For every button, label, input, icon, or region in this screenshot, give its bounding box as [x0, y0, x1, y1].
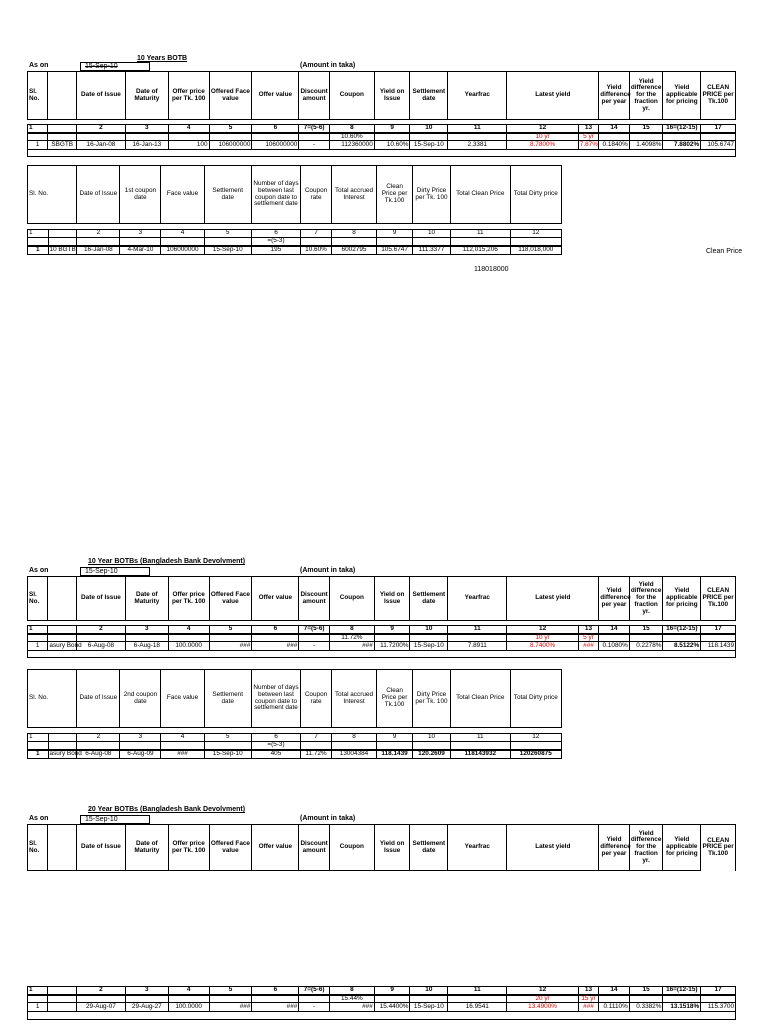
as-on-date: 15-Sep-10 — [80, 567, 150, 576]
botb-pricing-table — [27, 576, 736, 658]
as-on-date: 15-Sep-10 — [80, 62, 150, 71]
sub-row: 11.72% 10 yr 5 yr — [28, 634, 736, 642]
botb-pricing-table — [27, 986, 736, 1020]
sub-row: 15.44% 20 yr 15 yr — [28, 995, 736, 1003]
column-number-row: 1 2 3 4 5 6 7 8 9 10 11 12 — [28, 230, 562, 238]
accrual-table — [27, 165, 562, 255]
header-cell: Yield applicable for pricing — [663, 72, 701, 120]
amount-note: (Amount in taka) — [300, 62, 356, 69]
as-on-date: 15-Sep-10 — [80, 815, 150, 824]
accrual-table — [27, 669, 562, 759]
clean-price-note: Clean Price — [706, 248, 743, 255]
table-row: 1 29-Aug-07 29-Aug-27 100.0000 ### ### - ### 15.4400% 15-Sep-10 16.9541 13.4900% ### 0.1110% 0.3382% 13.1518% 115.3700 — [28, 1003, 736, 1012]
header-cell: Settlement date — [410, 72, 448, 120]
header-row: Sl. No. Date of Issue Date of Maturity Offer price per Tk. 100 Offered Face value Offer value Discount amount Coupon Yield on Issue Settlement date Yearfrac Latest yield Yield difference per year Yield difference for the fraction yr. Yield applicable for pricing CLEAN PRICE per Tk.100 — [28, 825, 736, 871]
header-row: Sl. No. Date of Issue Date of Maturity Offer price per Tk. 100 Offered Face value Offer value Discount amount Coupon Yield on Issue Settlement date Yearfrac Latest yield Yield difference per year Yield difference for the fraction yr. Yield applicable for pricing CLEAN PRICE per Tk.100 — [28, 577, 736, 621]
header-cell: CLEAN PRICE per Tk.100 — [701, 72, 736, 120]
header-row: Sl. No. Date of Issue 1st coupon date Face value Settlement date Number of days between last coupon date to settlement date Coupon rate Total accrued Interest Clean Price per Tk.100 Dirty Price per Tk. 100 Total Clean Price Total Dirty price — [28, 166, 562, 224]
column-number-row: 1 2 3 4 5 6 7 8 9 10 11 12 — [28, 734, 562, 742]
sub-row: =(5-3) — [28, 742, 562, 750]
botb-header-table — [27, 824, 736, 871]
amount-note: (Amount in taka) — [300, 567, 356, 574]
table-row: 1 asury Bond 6-Aug-08 6-Aug-09 ### 15-Sep-10 405 11.72% 13004384 118.1439 120.2609 118143932 120260875 — [28, 750, 562, 759]
header-cell: Yearfrac — [448, 72, 507, 120]
table-row: 1 10 BGTB 16-Jan-08 4-Mar-10 106000000 15-Sep-10 195 10.60% 6002795 105.6747 111.3377 112,015,206 118,018,000 — [28, 246, 562, 255]
table-row: 1 asury Bond 6-Aug-08 6-Aug-18 100.0000 ### ### - ### 11.7200% 15-Sep-10 7.8911 8.7400% ### 0.1080% 0.2278% 8.5122% 118.1439 — [28, 642, 736, 651]
column-number-row: 1 2 3 4 5 6 7=(5-6) 8 9 10 11 12 13 14 15 16=(12-15) 17 — [28, 626, 736, 634]
header-row: Sl. No. Date of Issue 2nd coupon date Face value Settlement date Number of days between last coupon date to settlement date Coupon rate Total accrued Interest Clean Price per Tk.100 Dirty Price per Tk. 100 Total Clean Price Total Dirty price — [28, 670, 562, 728]
amount-note: (Amount in taka) — [300, 815, 356, 822]
header-cell: Coupon — [329, 72, 374, 120]
header-cell: Yield difference per year — [599, 72, 630, 120]
header-cell: Latest yield — [507, 72, 599, 120]
header-cell: Yield on Issue — [374, 72, 410, 120]
sub-row: 10.60% 10 yr 5 yr — [28, 133, 736, 141]
section-title: 20 Year BOTBs (Bangladesh Bank Devolvment) — [88, 806, 246, 813]
table-row: 1 SBGTB 16-Jan-08 16-Jan-13 100 106000000 106000000 - 112360000 10.60% 15-Sep-10 2.3381 8.7800% 7.87% 0.1840% 1.4098% 7.8802% 105.6747 — [28, 141, 736, 150]
header-cell — [48, 72, 77, 120]
header-cell: Date of Issue — [76, 72, 125, 120]
header-cell: Offered Face value — [209, 72, 252, 120]
header-cell: Sl. No. — [28, 72, 48, 120]
total-value: 118018000 — [474, 266, 509, 273]
as-on-label: As on — [29, 567, 49, 574]
header-cell: Offer price per Tk. 100 — [168, 72, 209, 120]
botb-pricing-table — [27, 71, 736, 157]
sub-row: =(5-3) — [28, 238, 562, 246]
as-on-label: As on — [29, 62, 49, 69]
column-number-row: 1 2 3 4 5 6 7=(5-6) 8 9 10 11 12 13 14 15 16=(12-15) 17 — [28, 987, 736, 995]
section-title: 10 Year BOTBs (Bangladesh Bank Devolvment) — [88, 558, 246, 565]
column-number-row: 1 2 3 4 5 6 7=(5-6) 8 9 10 11 12 13 14 15 16=(12-15) 17 — [28, 125, 736, 133]
header-cell: Discount amount — [299, 72, 330, 120]
header-cell: Yield difference for the fraction yr. — [629, 72, 663, 120]
header-cell: Offer value — [252, 72, 299, 120]
as-on-label: As on — [29, 815, 49, 822]
header-row — [28, 72, 736, 120]
section-title: 10 Years BOTB — [137, 55, 188, 62]
header-cell: Date of Maturity — [125, 72, 168, 120]
